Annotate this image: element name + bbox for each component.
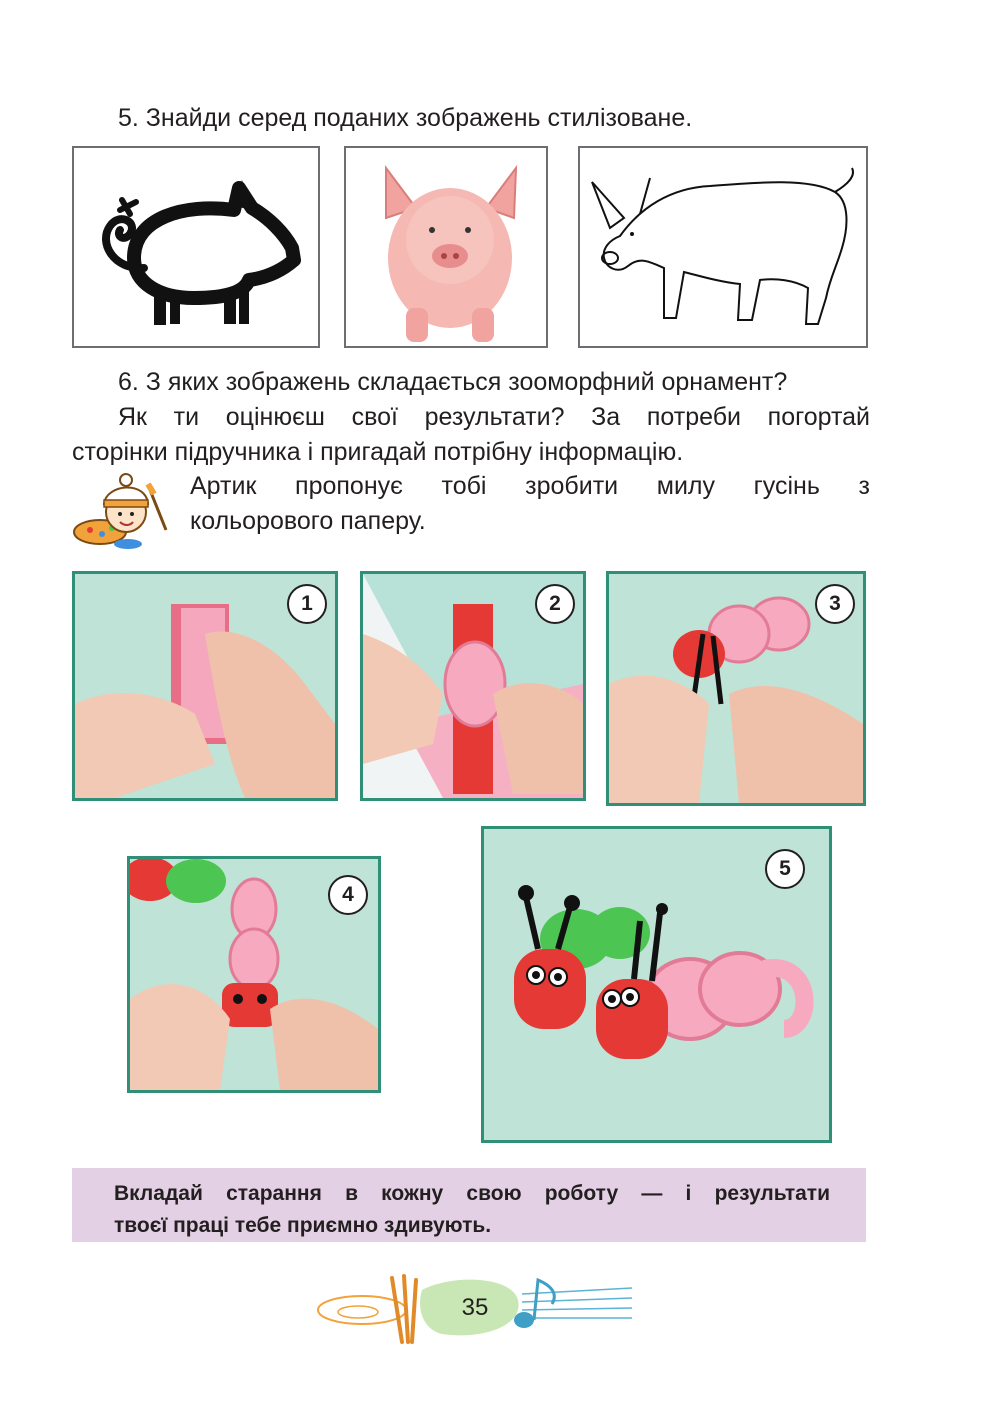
step-3-photo bbox=[606, 571, 866, 806]
step-1-number-badge: 1 bbox=[287, 584, 327, 624]
tip-line2: твоєї праці тебе приємно здивують. bbox=[114, 1214, 492, 1237]
step-5-number-badge: 5 bbox=[765, 849, 805, 889]
step-3-number-badge: 3 bbox=[815, 584, 855, 624]
step-2-photo bbox=[360, 571, 586, 801]
task5-text: 5. Знайди серед поданих зображень стилізоване. bbox=[118, 104, 693, 132]
artik-line1: Артик пропонує тобі зробити милу гусінь з bbox=[190, 472, 870, 500]
tip-line1: Вкладай старання в кожну свою роботу — і результати bbox=[114, 1182, 830, 1205]
stylized-pig-image bbox=[72, 146, 320, 348]
realistic-piglet-image bbox=[344, 146, 548, 348]
line-drawing-pig-image bbox=[578, 146, 868, 348]
step-4-number-badge: 4 bbox=[328, 875, 368, 915]
artik-line2: кольорового паперу. bbox=[190, 507, 426, 535]
step-5-photo bbox=[481, 826, 832, 1143]
step-4-photo bbox=[127, 856, 381, 1093]
page-number: 35 bbox=[461, 1294, 489, 1321]
step-2-number-badge: 2 bbox=[535, 584, 575, 624]
step-1-photo bbox=[72, 571, 338, 801]
task6-question: 6. З яких зображень складається зооморфний орнамент? bbox=[118, 368, 788, 396]
tip-box bbox=[72, 1168, 866, 1242]
artik-character-icon bbox=[70, 470, 180, 550]
task6-line3: сторінки підручника і пригадай потрібну інформацію. bbox=[72, 438, 684, 466]
task6-line2: Як ти оцінюєш свої результати? За потреби погортай bbox=[118, 403, 870, 431]
